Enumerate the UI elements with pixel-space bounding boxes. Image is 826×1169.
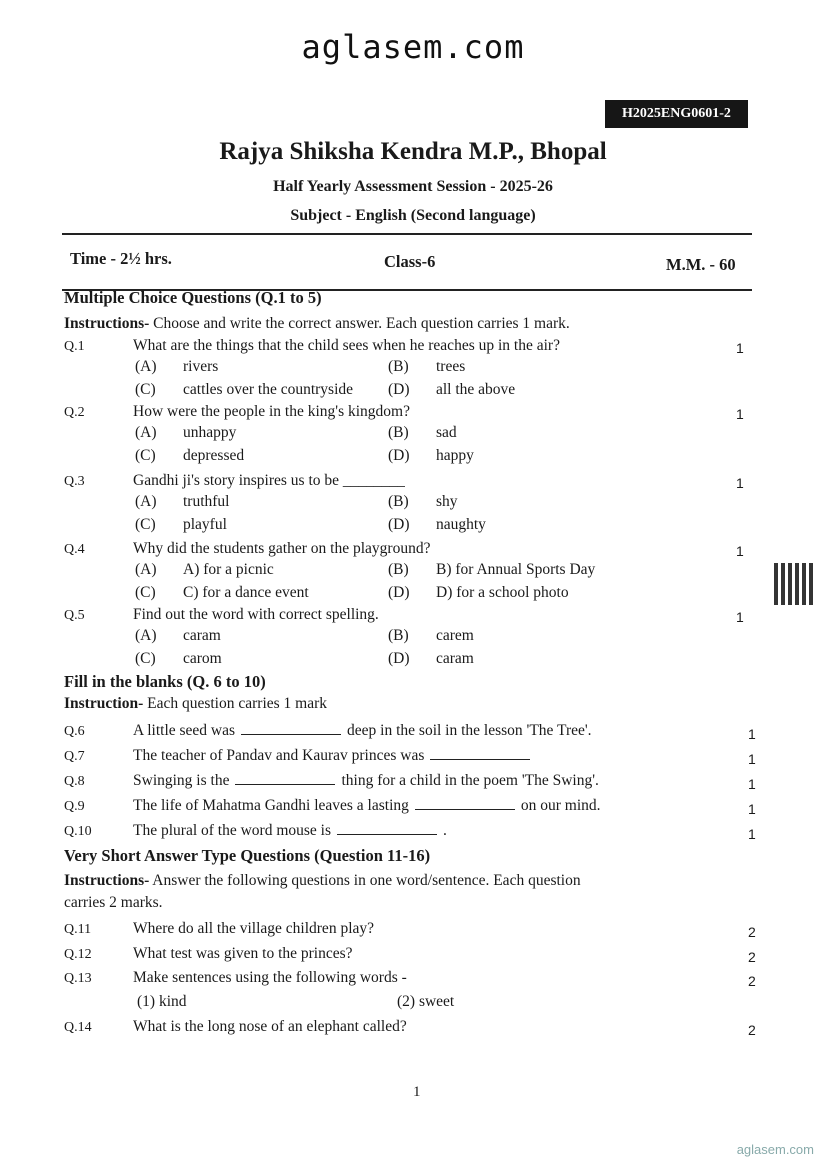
answer-blank [235, 772, 335, 785]
vsa-instructions-cont: carries 2 marks. [64, 894, 163, 911]
option-text: all the above [436, 381, 516, 398]
option-label: (B) [388, 561, 409, 578]
option-label: (A) [135, 493, 157, 510]
word-kind: (1) kind [137, 993, 187, 1010]
question-number: Q.11 [64, 922, 92, 937]
page-title: Rajya Shiksha Kendra M.P., Bhopal [219, 138, 607, 165]
session-line: Half Yearly Assessment Session - 2025-26 [273, 178, 553, 195]
option-label: (C) [135, 650, 156, 667]
option-text: happy [436, 447, 474, 464]
option-text: shy [436, 493, 458, 510]
question-text-end: . [443, 822, 447, 839]
option-label: (B) [388, 424, 409, 441]
option-text: rivers [183, 358, 219, 375]
question-marks: 1 [736, 543, 744, 559]
question-number: Q.5 [64, 608, 85, 623]
option-text: caram [183, 627, 221, 644]
question-text: How were the people in the king's kingdom? [133, 403, 410, 420]
max-marks-label: M.M. - 60 [666, 255, 736, 274]
question-text-end: deep in the soil in the lesson 'The Tree'. [347, 722, 592, 739]
question-text: Gandhi ji's story inspires us to be ________ [133, 472, 405, 489]
question-marks: 1 [748, 776, 756, 792]
option-text: naughty [436, 516, 486, 533]
option-text: carem [436, 627, 474, 644]
question-text: What are the things that the child sees when he reaches up in the air? [133, 337, 560, 354]
answer-blank [241, 722, 341, 735]
question-text-start: A little seed was [133, 722, 236, 739]
option-text: A) for a picnic [183, 561, 274, 578]
option-text: cattles over the countryside [183, 381, 354, 398]
question-marks: 1 [736, 609, 744, 625]
question-number: Q.9 [64, 799, 85, 814]
question-marks: 1 [748, 751, 756, 767]
question-text [133, 722, 592, 740]
class-label: Class-6 [384, 252, 436, 271]
option-text: D) for a school photo [436, 584, 569, 601]
question-marks: 1 [736, 475, 744, 491]
question-text [133, 772, 599, 790]
question-text-start: The life of Mahatma Gandhi leaves a lasting [133, 797, 409, 814]
option-label: (D) [388, 447, 410, 464]
question-text-end: thing for a child in the poem 'The Swing'. [341, 772, 599, 789]
question-text [133, 822, 447, 840]
option-label: (B) [388, 627, 409, 644]
divider [62, 233, 752, 235]
option-text: truthful [183, 493, 230, 510]
option-text: B) for Annual Sports Day [436, 561, 596, 578]
question-text: Find out the word with correct spelling. [133, 606, 379, 623]
question-text: Where do all the village children play? [133, 920, 375, 937]
option-label: (A) [135, 561, 157, 578]
question-text-end: on our mind. [520, 797, 601, 814]
question-marks: 1 [748, 726, 756, 742]
option-text: unhappy [183, 424, 237, 441]
question-number: Q.4 [64, 542, 85, 557]
question-text [133, 747, 536, 765]
question-text: What test was given to the princes? [133, 945, 353, 962]
option-text: carom [183, 650, 222, 667]
question-number: Q.6 [64, 724, 85, 739]
question-marks: 1 [736, 340, 744, 356]
question-text [133, 797, 601, 815]
option-label: (C) [135, 381, 156, 398]
option-label: (D) [388, 381, 410, 398]
question-number: Q.3 [64, 474, 85, 489]
question-number: Q.13 [64, 971, 92, 986]
question-number: Q.2 [64, 405, 85, 420]
question-number: Q.8 [64, 774, 85, 789]
answer-blank [337, 822, 437, 835]
question-marks: 2 [748, 1022, 756, 1038]
question-number: Q.14 [64, 1020, 92, 1035]
question-number: Q.7 [64, 749, 85, 764]
footer-watermark: aglasem.com [736, 1142, 814, 1157]
page-number: 1 [413, 1084, 421, 1100]
question-text-start: Swinging is the [133, 772, 230, 789]
question-marks: 2 [748, 973, 756, 989]
question-marks: 2 [748, 924, 756, 940]
question-text-start: The teacher of Pandav and Kaurav princes was [133, 747, 425, 764]
option-text: caram [436, 650, 474, 667]
mcq-heading: Multiple Choice Questions (Q.1 to 5) [64, 288, 322, 307]
option-text: depressed [183, 447, 245, 464]
option-label: (A) [135, 627, 157, 644]
fib-heading: Fill in the blanks (Q. 6 to 10) [64, 672, 266, 691]
brand-watermark: aglasem.com [301, 28, 525, 66]
vsa-heading: Very Short Answer Type Questions (Question 11-16) [64, 846, 431, 865]
question-marks: 1 [748, 826, 756, 842]
question-number: Q.10 [64, 824, 92, 839]
vsa-instructions: Instructions- Answer the following questions in one word/sentence. Each question [64, 872, 581, 889]
question-text: Make sentences using the following words - [133, 969, 407, 986]
paper-code-badge: H2025ENG0601-2 [605, 100, 748, 128]
option-text: trees [436, 358, 466, 375]
word-sweet: (2) sweet [397, 993, 455, 1010]
option-label: (D) [388, 516, 410, 533]
question-marks: 1 [748, 801, 756, 817]
question-marks: 2 [748, 949, 756, 965]
option-label: (B) [388, 358, 409, 375]
option-label: (D) [388, 584, 410, 601]
subject-line: Subject - English (Second language) [290, 207, 536, 224]
qr-code [774, 563, 816, 605]
option-text: C) for a dance event [183, 584, 309, 601]
mcq-instructions: Instructions- Choose and write the correct answer. Each question carries 1 mark. [64, 315, 570, 332]
question-text: Why did the students gather on the playground? [133, 540, 431, 557]
question-number: Q.12 [64, 947, 92, 962]
option-label: (C) [135, 447, 156, 464]
fib-instructions: Instruction- Each question carries 1 mark [64, 695, 328, 712]
option-label: (C) [135, 584, 156, 601]
answer-blank [415, 797, 515, 810]
question-text: What is the long nose of an elephant called? [133, 1018, 407, 1035]
option-text: playful [183, 516, 227, 533]
option-label: (C) [135, 516, 156, 533]
question-number: Q.1 [64, 339, 85, 354]
question-text-start: The plural of the word mouse is [133, 822, 332, 839]
answer-blank [430, 747, 530, 760]
option-text: sad [436, 424, 457, 441]
option-label: (A) [135, 424, 157, 441]
question-marks: 1 [736, 406, 744, 422]
option-label: (A) [135, 358, 157, 375]
option-label: (B) [388, 493, 409, 510]
option-label: (D) [388, 650, 410, 667]
time-label: Time - 2½ hrs. [70, 249, 172, 268]
